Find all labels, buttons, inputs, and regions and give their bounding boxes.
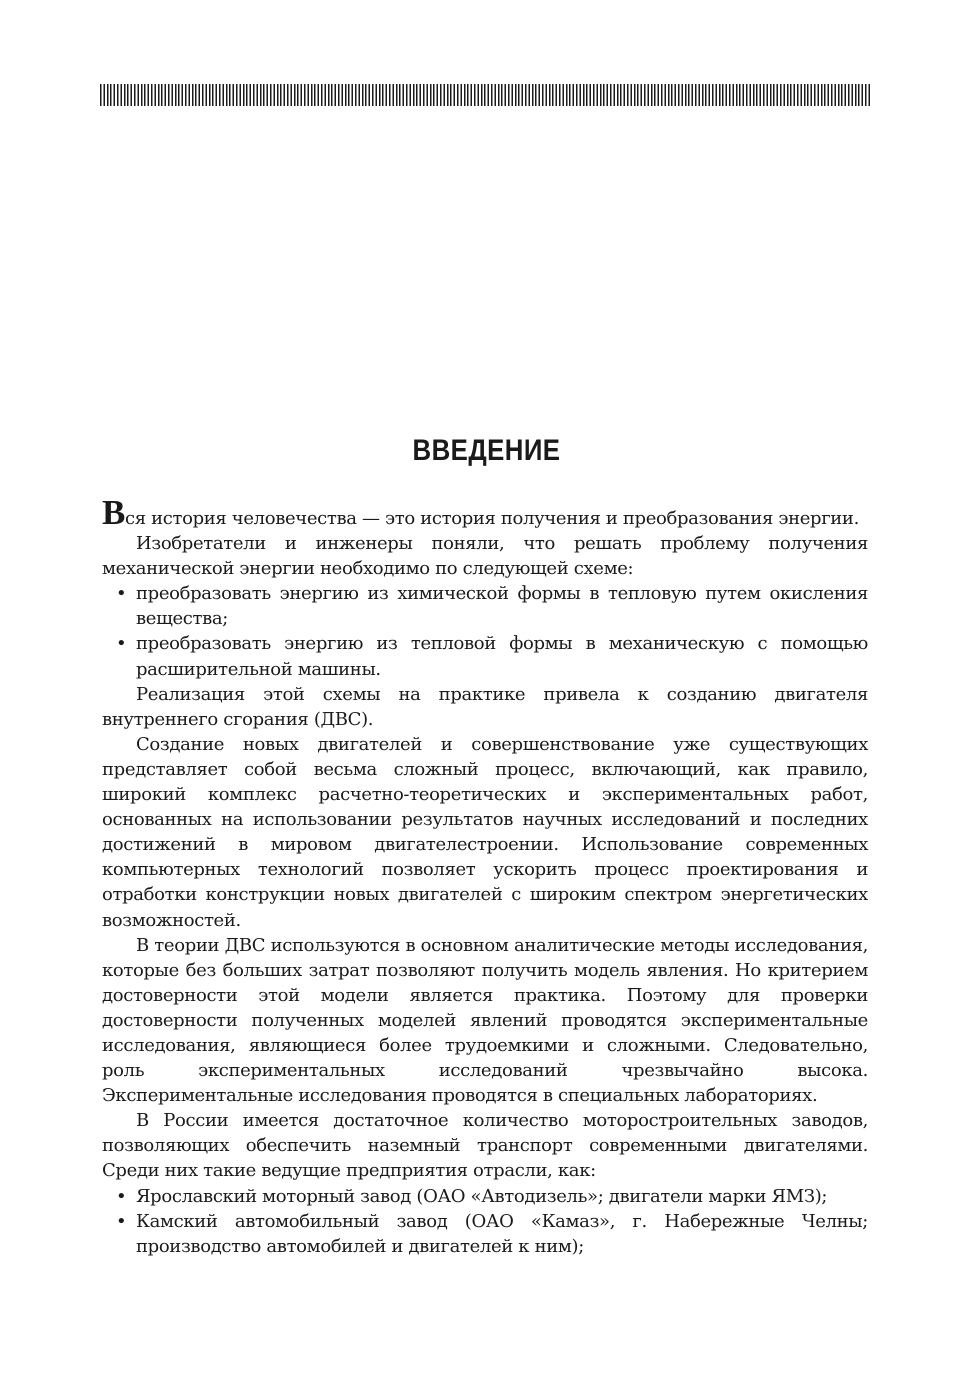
list-item-text: Камский автомобильный завод (ОАО «Камаз», г. Набережные Челны; производство автомобилей и двигателей к ним);	[136, 1210, 868, 1257]
list-item	[102, 631, 868, 681]
bullet-icon: •	[116, 583, 127, 605]
list-item-text: Ярославский моторный завод (ОАО «Автодизель»; двигатели марки ЯМЗ);	[136, 1185, 828, 1207]
paragraph: В России имеется достаточное количество моторостроительных заводов, позволяющих обеспечить наземный транспорт современными двигателями. Среди них такие ведущие предприятия отрасли, как:	[102, 1110, 868, 1182]
bullet-icon: •	[116, 1210, 127, 1232]
bullet-icon: •	[116, 1185, 127, 1207]
decorative-hatch-rule	[100, 84, 870, 106]
main-text	[102, 493, 868, 1259]
paragraph: В теории ДВС используются в основном аналитические методы исследования, которые без больших затрат позволяют получить модель явления. Но критерием достоверности этой модели является практика. Поэтому для проверки достоверности полученных моделей явлений проводятся экспериментальные исследования, являющиеся более трудоемкими и сложными. Следовательно, роль экспериментальных исследований чрезвычайно высока. Экспериментальные исследования проводятся в специальных лабораториях.	[102, 934, 868, 1107]
intro-text: ся история человечества — это история получения и преобразования энергии.	[125, 508, 859, 529]
bullet-icon: •	[116, 633, 127, 655]
drop-cap: В	[102, 493, 125, 532]
list-item	[102, 1184, 868, 1209]
list-item-text: преобразовать энергию из химической формы в тепловую путем окисления вещества;	[136, 583, 868, 630]
list-item-text: преобразовать энергию из тепловой формы в механическую с помощью расширительной машины.	[136, 633, 868, 680]
intro-paragraph	[102, 493, 868, 532]
paragraph: Реализация этой схемы на практике привела к созданию двигателя внутреннего сгорания (ДВС).	[102, 683, 868, 730]
paragraph: Создание новых двигателей и совершенствование уже существующих представляет собой весьма сложный процесс, включающий, как правило, широкий комплекс расчетно-теоретических и экспериментальных работ, основанных на использовании результатов научных исследований и последних достижений в мировом двигателестроении. Использование современных компьютерных технологий позволяет ускорить процесс проектирования и отработки конструкции новых двигателей с широким спектром энергетических возможностей.	[102, 733, 868, 931]
list-item	[102, 581, 868, 631]
scheme-bullet-list	[102, 581, 868, 681]
chapter-title: ВВЕДЕНИЕ	[412, 434, 561, 468]
plants-bullet-list	[102, 1184, 868, 1259]
list-item	[102, 1209, 868, 1259]
paragraph: Изобретатели и инженеры поняли, что решать проблему получения механической энергии необходимо по следующей схеме:	[102, 533, 868, 580]
